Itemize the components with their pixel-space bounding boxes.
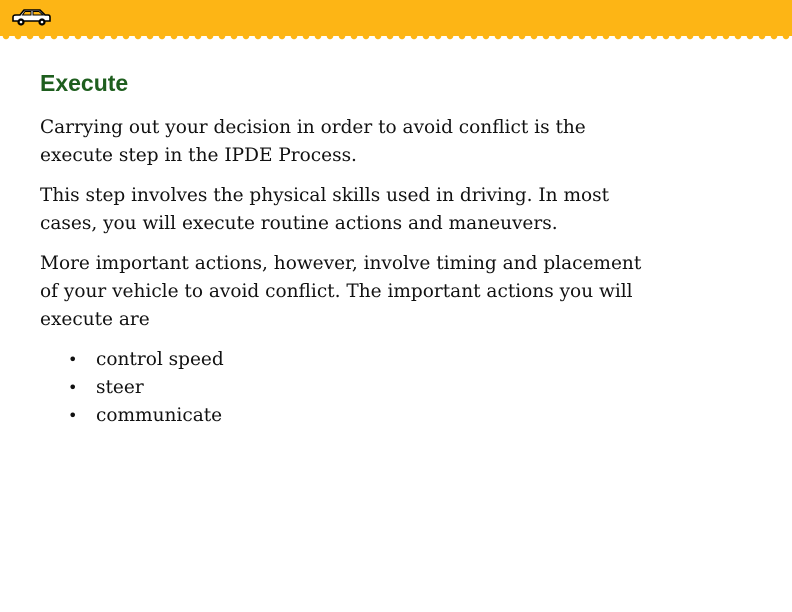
bullet-dot-icon: • [68, 350, 78, 369]
bullet-item [40, 402, 660, 430]
car-icon [10, 8, 52, 28]
paragraph-1: Carrying out your decision in order to avoid conflict is the execute step in the IPDE Process. [40, 117, 586, 166]
bullet-item [40, 346, 660, 374]
bullet-dot-icon: • [68, 378, 78, 397]
slide-body [40, 114, 660, 430]
bullet-text: communicate [96, 405, 223, 426]
paragraph-3: More important actions, however, involve timing and placement of your vehicle to avoid conflict. The important actions you will execute are [40, 253, 642, 330]
banner-scalloped-edge [0, 36, 792, 42]
bullet-item [40, 374, 660, 402]
bullet-text: control speed [96, 349, 224, 370]
bullet-text: steer [96, 377, 144, 398]
slide-title: Execute [40, 70, 129, 96]
bullet-list [40, 346, 660, 430]
header-banner [0, 0, 792, 36]
bullet-dot-icon: • [68, 406, 78, 425]
paragraph-2: This step involves the physical skills used in driving. In most cases, you will execute routine actions and maneuvers. [40, 185, 610, 234]
